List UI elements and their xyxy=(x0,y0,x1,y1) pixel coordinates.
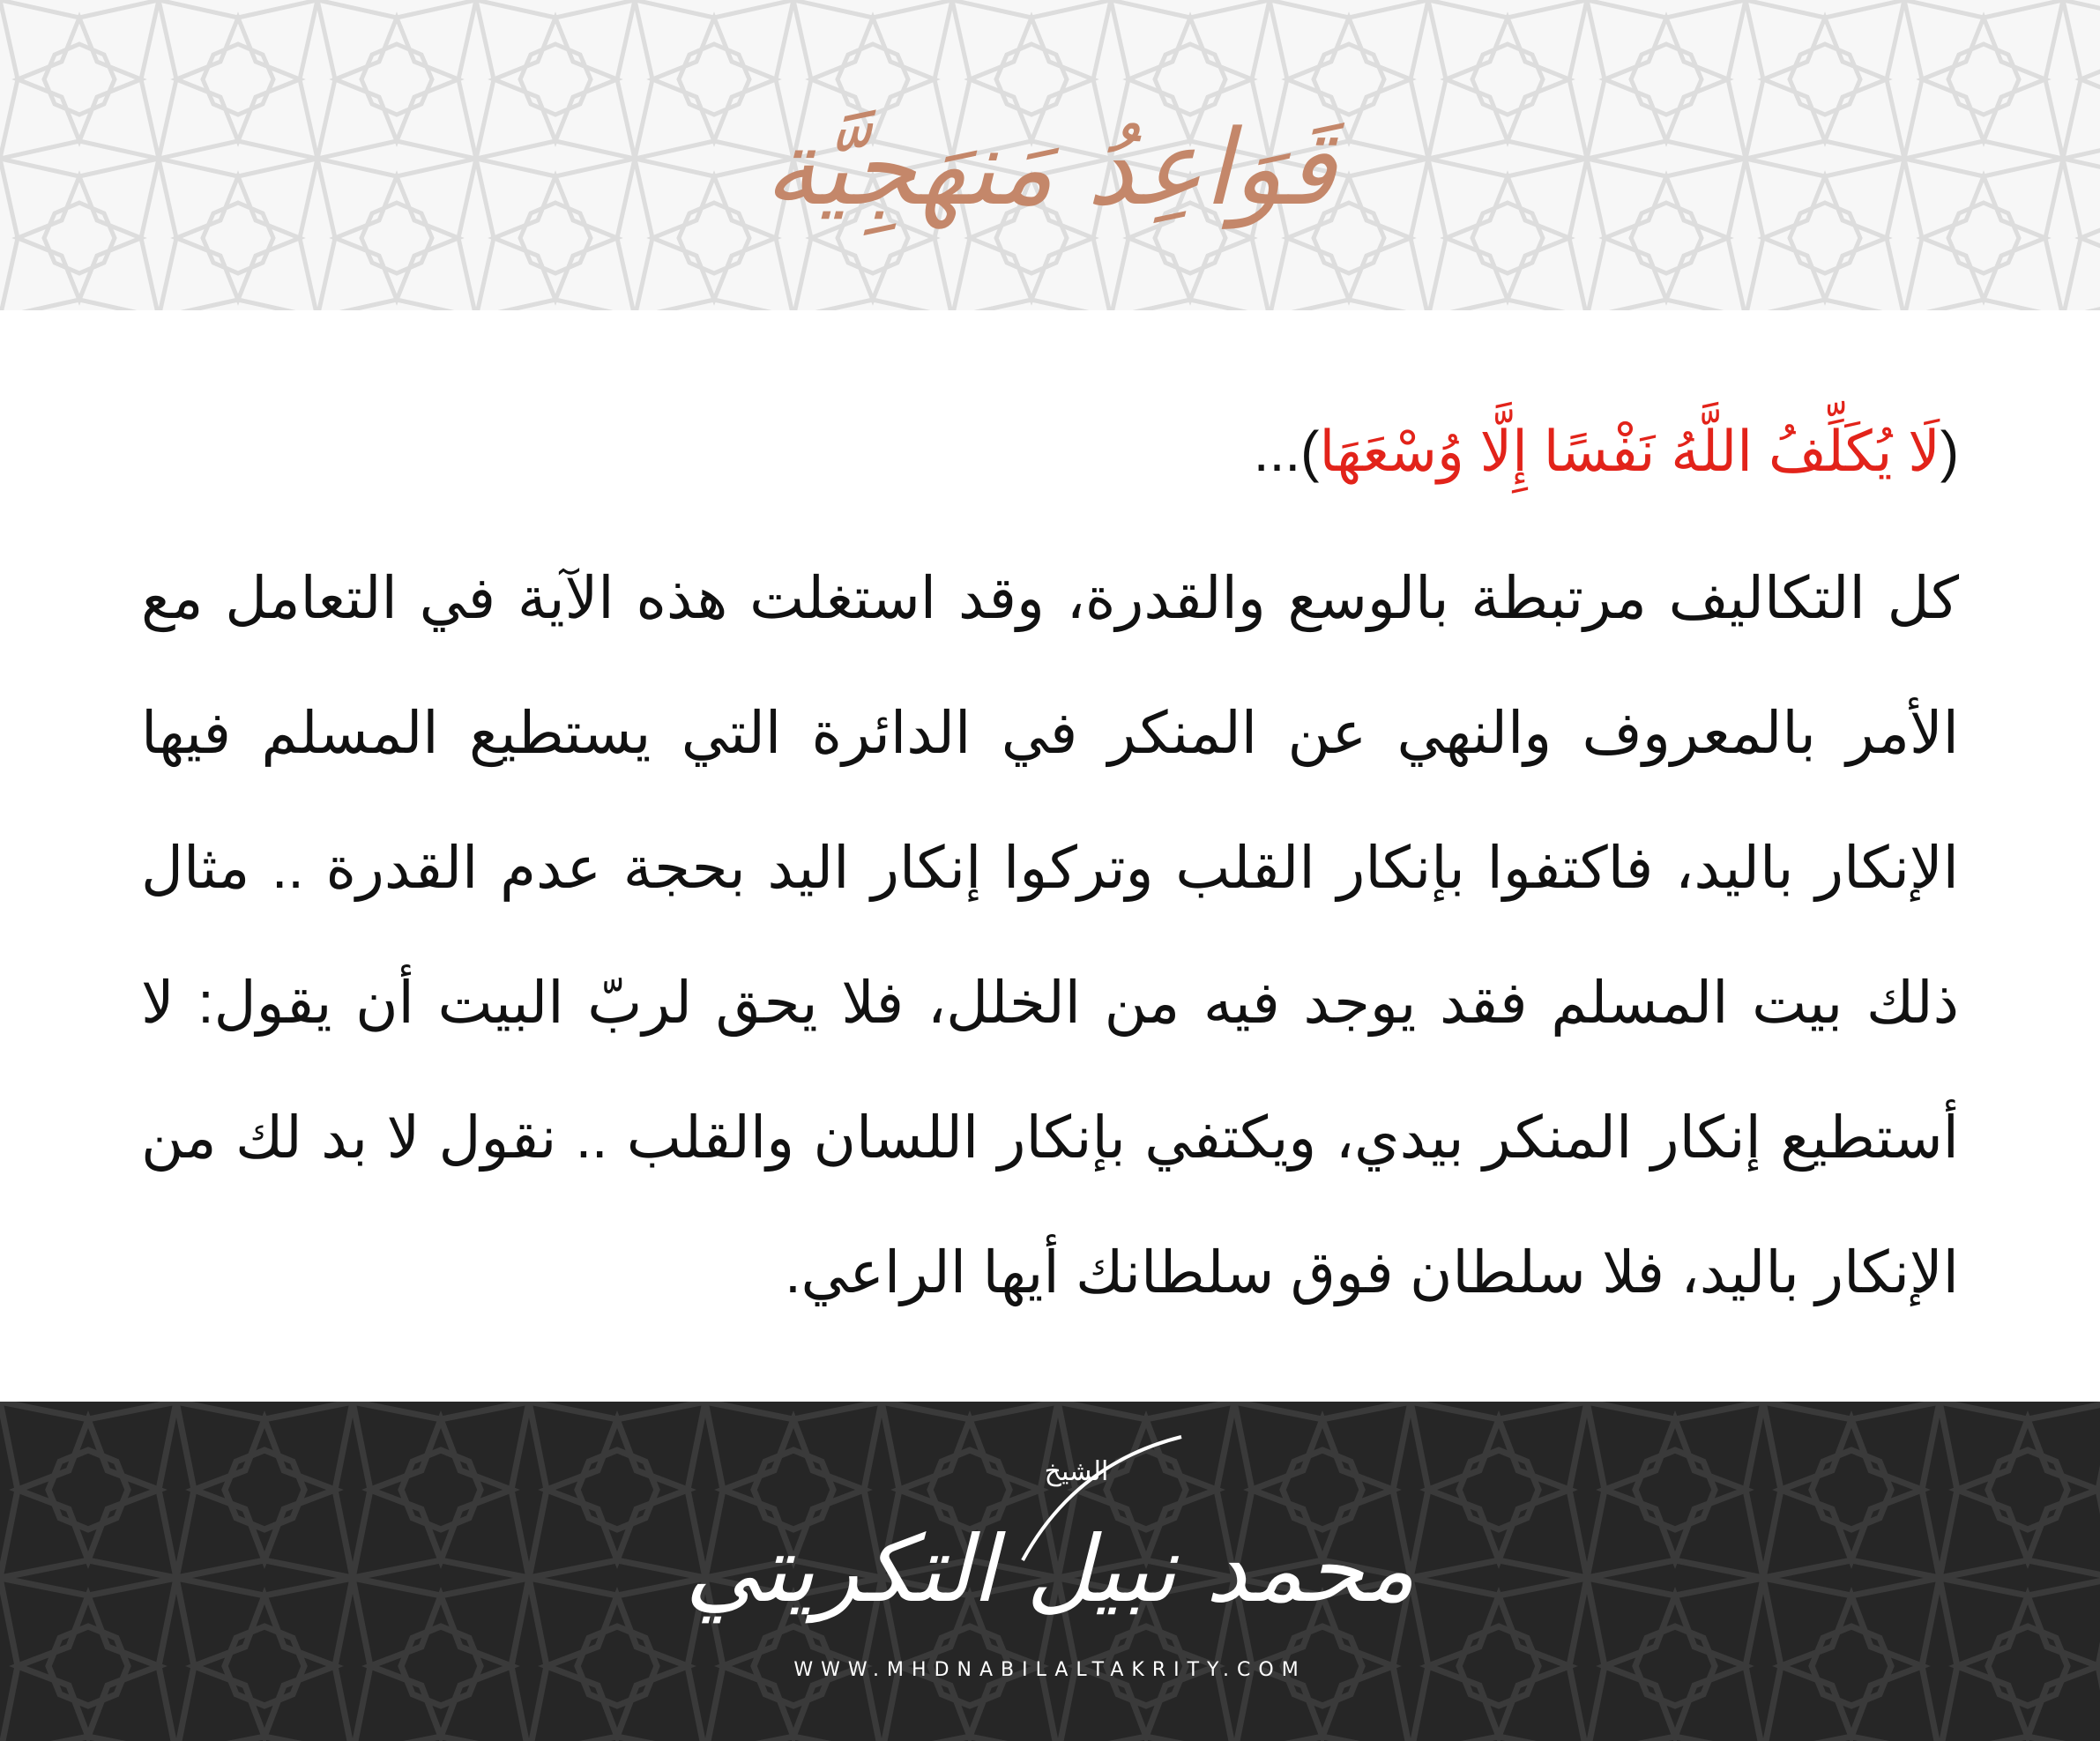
header-band xyxy=(0,0,2100,310)
website-url: WWW.MHDNABILALTAKRITY.COM xyxy=(793,1659,1307,1681)
signature-label: الشيخ xyxy=(1044,1456,1109,1487)
verse-line xyxy=(141,407,1959,495)
quran-verse: لَا يُكَلِّفُ اللَّهُ نَفْسًا إِلَّا وُسْعَهَا xyxy=(1319,420,1940,483)
page-title: قَوَاعِدُ مَنهَجِيَّة xyxy=(763,107,1337,228)
footer-band xyxy=(0,1402,2100,1741)
verse-close-paren: )... xyxy=(1253,420,1320,483)
main-content xyxy=(141,407,1959,1340)
verse-open-paren: ( xyxy=(1940,420,1959,483)
signature-name: محمد نبيل التكريتي xyxy=(685,1515,1415,1623)
body-paragraph: كل التكاليف مرتبطة بالوسع والقدرة، وقد استغلت هذه الآية في التعامل مع الأمر بالمعروف والنهي عن المنكر في الدائرة التي يستطيع المسلم فيها الإنكار باليد، فاكتفوا بإنكار القلب وتركوا إنكار اليد بحجة عدم القدرة .. مثال ذلك بيت المسلم فقد يوجد فيه من الخلل، فلا يحق لربّ البيت أن يقول: لا أستطيع إنكار المنكر بيدي، ويكتفي بإنكار اللسان والقلب .. نقول لا بد لك من الإنكار باليد، فلا سلطان فوق سلطانك أيها الراعي. xyxy=(141,565,1959,1305)
